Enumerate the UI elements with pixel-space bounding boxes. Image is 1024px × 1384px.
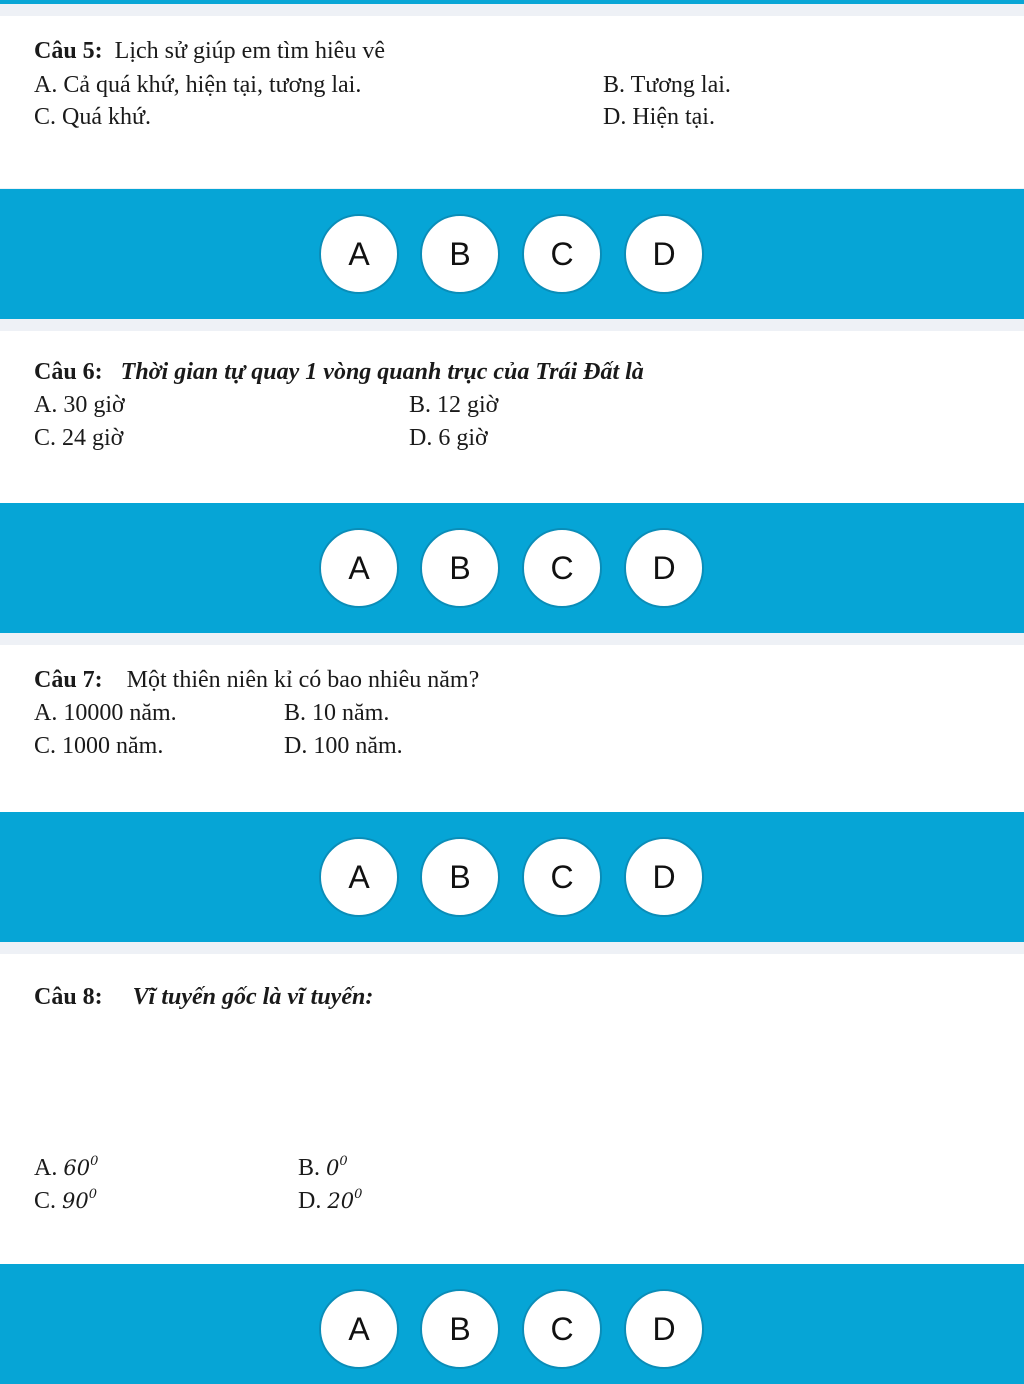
degree-mark: 0 (90, 1154, 99, 1169)
option-value: 20 (327, 1189, 355, 1213)
question-stem (34, 665, 479, 695)
answer-button-a[interactable]: A (319, 214, 399, 294)
question-label: Câu 5: (34, 38, 103, 64)
degree-mark: 0 (354, 1187, 363, 1202)
option-d: D. 100 năm. (284, 733, 403, 759)
question-stem (34, 36, 385, 66)
answer-button-a[interactable]: A (319, 837, 399, 917)
answer-button-d[interactable]: D (624, 837, 704, 917)
answer-button-b[interactable]: B (420, 1289, 500, 1369)
answer-button-c[interactable]: C (522, 837, 602, 917)
option-letter: D. (298, 1188, 322, 1214)
option-value: 0 (326, 1156, 340, 1180)
answer-button-d[interactable]: D (624, 214, 704, 294)
option-a (34, 1149, 98, 1183)
option-c: C. 24 giờ (34, 425, 124, 451)
option-c: C. Quá khứ. (34, 104, 151, 130)
question-text: Lịch sử giúp em tìm hiêu vê (114, 38, 385, 64)
question-card-5 (0, 16, 1024, 188)
question-text: Một thiên niên kỉ có bao nhiêu năm? (126, 667, 480, 693)
option-d: D. 6 giờ (409, 425, 488, 451)
answer-button-b[interactable]: B (420, 214, 500, 294)
option-b: B. 10 năm. (284, 700, 390, 726)
option-letter: C. (34, 1188, 57, 1214)
answer-bar-5 (0, 189, 1024, 319)
answer-button-a[interactable]: A (319, 1289, 399, 1369)
option-b: B. Tương lai. (603, 72, 731, 98)
option-d: D. Hiện tại. (603, 104, 715, 130)
degree-mark: 0 (339, 1154, 348, 1169)
question-stem (34, 982, 373, 1012)
question-text: Vĩ tuyến gốc là vĩ tuyến: (132, 984, 374, 1010)
question-text: Thời gian tự quay 1 vòng quanh trục của Trái Đất là (120, 359, 644, 385)
degree-mark: 0 (88, 1187, 98, 1202)
option-d (298, 1182, 362, 1216)
answer-button-c[interactable]: C (522, 1289, 602, 1369)
answer-bar-8 (0, 1264, 1024, 1384)
option-letter: B. (298, 1155, 321, 1181)
question-card-6 (0, 331, 1024, 503)
top-accent-bar (0, 0, 1024, 4)
question-label: Câu 8: (34, 984, 103, 1010)
answer-bar-6 (0, 503, 1024, 633)
question-label: Câu 6: (34, 359, 103, 385)
option-value: 60 (63, 1156, 91, 1180)
answer-button-a[interactable]: A (319, 528, 399, 608)
answer-button-d[interactable]: D (624, 1289, 704, 1369)
answer-button-d[interactable]: D (624, 528, 704, 608)
option-c: C. 1000 năm. (34, 733, 164, 759)
option-a: A. 30 giờ (34, 392, 125, 418)
option-b (298, 1149, 348, 1183)
answer-button-b[interactable]: B (420, 837, 500, 917)
option-a: A. 10000 năm. (34, 700, 177, 726)
question-stem (34, 357, 644, 387)
option-value: 90 (62, 1189, 89, 1213)
question-card-8 (0, 954, 1024, 1264)
question-label: Câu 7: (34, 667, 103, 693)
option-letter: A. (34, 1155, 58, 1181)
answer-bar-7 (0, 812, 1024, 942)
option-a: A. Cả quá khứ, hiện tại, tương lai. (34, 72, 362, 98)
answer-button-c[interactable]: C (522, 528, 602, 608)
question-card-7 (0, 645, 1024, 812)
answer-button-c[interactable]: C (522, 214, 602, 294)
answer-button-b[interactable]: B (420, 528, 500, 608)
option-b: B. 12 giờ (409, 392, 499, 418)
option-c (34, 1182, 97, 1216)
